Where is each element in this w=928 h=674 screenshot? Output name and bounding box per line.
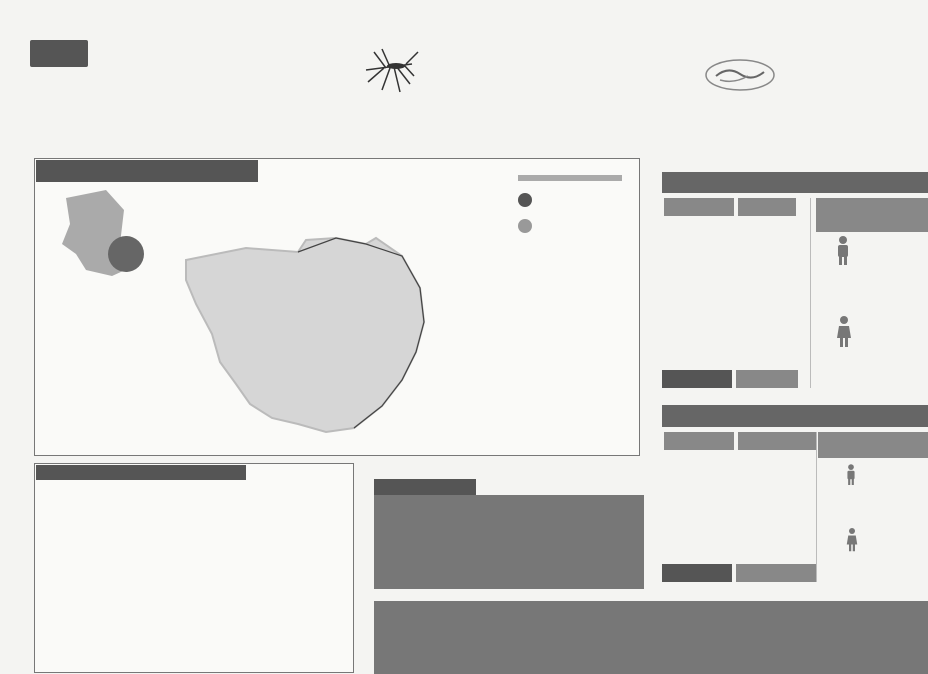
government-logo-icon — [704, 56, 776, 94]
dengue-col-casos — [738, 198, 796, 216]
legend-header — [518, 175, 622, 181]
male-person-icon — [836, 236, 850, 266]
chik-col-localidades — [664, 432, 734, 450]
dengue-total-value — [736, 370, 798, 388]
chik-table-title — [662, 405, 928, 427]
mosquito-icon — [360, 46, 422, 98]
legend-box — [518, 175, 622, 441]
dengue-col-localidades — [664, 198, 734, 216]
male-person-icon — [846, 464, 856, 486]
legend-item-dengue — [518, 193, 622, 207]
female-person-icon — [846, 528, 858, 552]
legend-item-chik — [518, 219, 622, 233]
dengue-side-divider — [810, 198, 811, 388]
chik-col-casos — [738, 432, 816, 450]
jujuy-map — [36, 184, 520, 440]
informe-badge — [30, 40, 88, 67]
dengue-table-title — [662, 172, 928, 193]
importante-box — [374, 495, 644, 589]
region-bar-chart — [36, 482, 352, 650]
dengue-side-box — [816, 198, 928, 232]
importante-header — [374, 479, 476, 495]
situation-title — [36, 160, 258, 182]
chik-total-value — [736, 564, 816, 582]
dengue-total-label — [662, 370, 732, 388]
inset-salta-circle — [108, 236, 144, 272]
chik-side-box — [818, 432, 928, 458]
dengue-dot-icon — [518, 193, 532, 207]
inset-map — [62, 190, 144, 276]
chik-dot-icon — [518, 219, 532, 233]
chik-side-divider — [816, 432, 817, 582]
female-person-icon — [836, 316, 852, 348]
chik-total-label — [662, 564, 732, 582]
alert-box — [374, 601, 928, 674]
region-title — [36, 465, 246, 480]
